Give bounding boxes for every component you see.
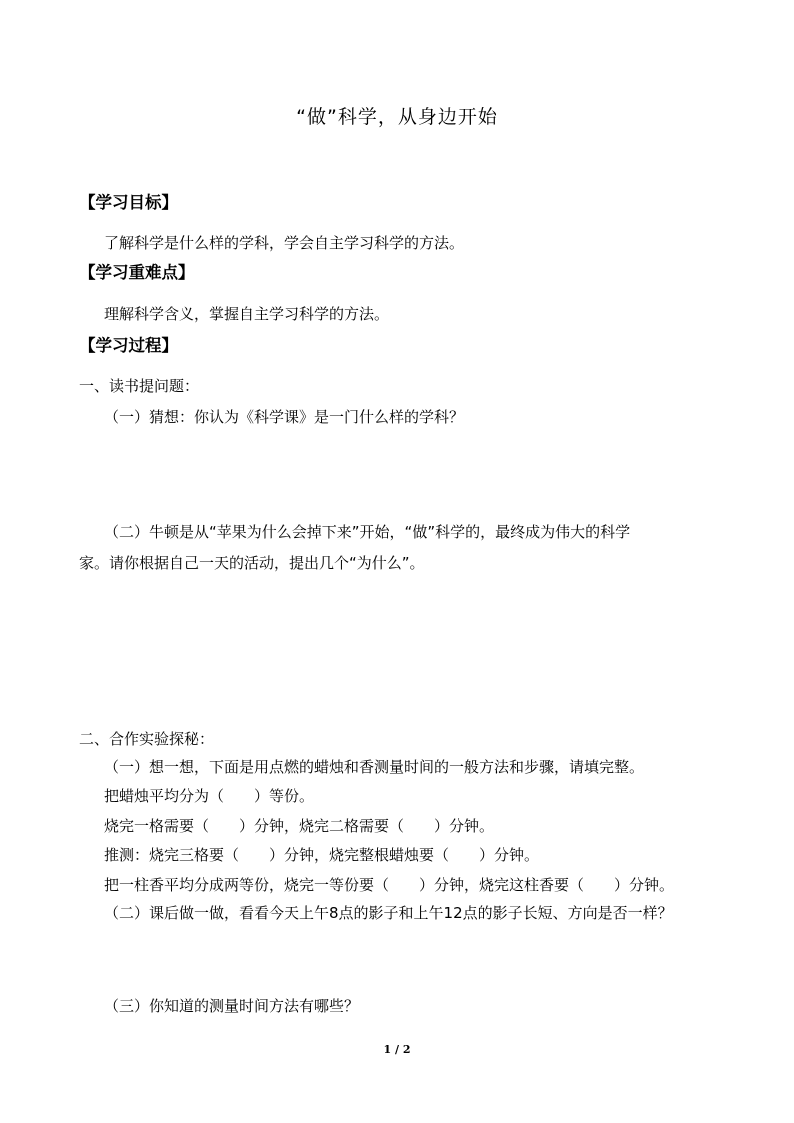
part2-question-2: （二）课后做一做，看看今天上午8点的影子和上午12点的影子长短、方向是否一样？ (104, 904, 673, 922)
part2-heading: 二、合作实验探秘： (79, 730, 215, 748)
candle-step-2: 烧完一格需要（ ）分钟，烧完二格需要（ ）分钟。 (104, 817, 495, 835)
part1-question-1: （一）猜想：你认为《科学课》是一门什么样的学科？ (104, 408, 465, 426)
document-title: “做”科学，从身边开始 (296, 106, 498, 128)
key-points-heading: 【学习重难点】 (79, 263, 195, 282)
process-heading: 【学习过程】 (79, 336, 178, 355)
page-number: 1 / 2 (383, 1043, 411, 1056)
part2-question-1: （一）想一想，下面是用点燃的蜡烛和香测量时间的一般方法和步骤，请填完整。 (104, 758, 645, 776)
incense-step-4: 把一柱香平均分成两等份，烧完一等份要（ ）分钟，烧完这柱香要（ ）分钟。 (104, 876, 675, 894)
candle-step-1: 把蜡烛平均分为（ ）等份。 (104, 787, 315, 805)
objectives-heading: 【学习目标】 (79, 193, 178, 212)
part1-question-2-line-2: 家。请你根据自己一天的活动，提出几个“为什么”。 (79, 554, 425, 572)
objectives-text: 了解科学是什么样的学科，学会自主学习科学的方法。 (104, 234, 465, 252)
part1-question-2-line-1: （二）牛顿是从“苹果为什么会掉下来”开始，“做”科学的，最终成为伟大的科学 (104, 523, 631, 541)
part2-question-3: （三）你知道的测量时间方法有哪些？ (104, 997, 360, 1015)
candle-step-3: 推测：烧完三格要（ ）分钟，烧完整根蜡烛要（ ）分钟。 (104, 846, 540, 864)
key-points-text: 理解科学含义，掌握自主学习科学的方法。 (104, 305, 390, 323)
part1-heading: 一、读书提问题： (79, 377, 200, 395)
